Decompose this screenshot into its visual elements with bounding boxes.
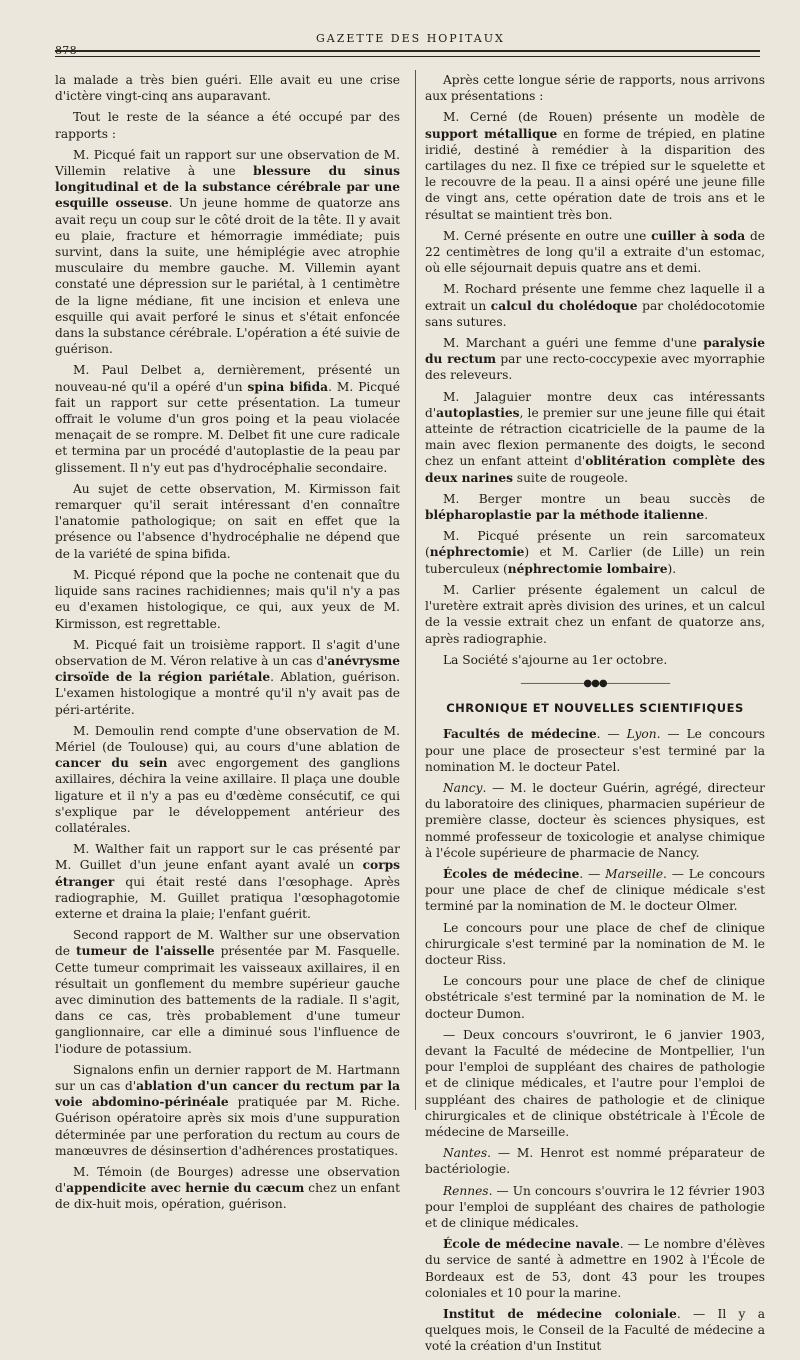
text-run: , le premier sur une jeune fille qui était atteinte de rétraction cicatricielle de la paume de la main avec flexion permanente des doigts, le second chez un enfant atteint d' [425,405,765,469]
text-run: . M. Picqué fait un rapport sur cette présentation. La tumeur offrait le volume d'un gros poing et la peau violacée menaçait de se rompre. M. Delbet fit une cure radicale et termina par un procédé d'autoplastie de la peau par glissement. Il n'y eut pas d'hydrocéphalie secondaire. [55,379,400,475]
text-run: . [704,508,709,523]
bold-term: corps étranger [55,858,400,889]
bold-term: ablation d'un cancer du rectum par la voie abdomino-périnéale [55,1078,400,1110]
text-run: ) et M. Carlier (de Lille) un rein tuberculeux ( [425,545,765,576]
text-run: Tout le reste de la séance a été occupé par des rapports : [55,110,400,141]
paragraph [425,780,765,861]
bold-term: oblitération complète des deux narines [425,454,765,485]
paragraph [55,841,400,922]
text-run: par cholédocotomie sans sutures. [425,298,765,329]
header-rule [55,50,760,52]
paragraph [55,481,400,562]
text-run: M. Walther fait un rapport sur le cas présenté par M. Guillet d'un jeune enfant ayant avalé un [55,842,400,873]
text-run: . — M. Henrot est nommé préparateur de bactériologie. [425,1146,765,1177]
text-run: . — [579,866,606,881]
paragraph [425,652,765,668]
text-run: M. Picqué présente un rein sarcomateux ( [425,529,765,560]
paragraph [425,1145,765,1177]
bold-term: tumeur de l'aisselle [75,944,215,959]
text-run: par une recto-coccypexie avec myorraphie des releveurs. [425,352,766,383]
bold-term: blessure du sinus longitudinal et de la substance cérébrale par une esquille osseuse [55,164,400,211]
paragraph [425,866,765,915]
paragraph [425,1183,765,1232]
paragraph [55,72,400,104]
bold-term: Facultés de médecine [443,727,597,742]
right-column [425,72,765,1360]
text-run: M. Paul Delbet a, dernièrement, présenté un nouveau-né qu'il a opéré d'un [55,363,400,394]
paragraph [425,1027,765,1140]
text-run: . — Le nombre d'élèves du service de santé à admettre en 1902 à l'École de Bordeaux est de 53, dont 43 pour les troupes coloniales et 10 pour la marine. [425,1237,765,1300]
paragraph [55,1062,400,1159]
paragraph [55,362,400,475]
text-run: qui était resté dans l'œsophage. Après radiographie, M. Guillet pratiqua l'œsophagotomie externe et draina la plaie; l'enfant guérit. [55,874,400,921]
text-run: M. Rochard présente une femme chez laquelle il a extrait un [425,282,765,313]
bold-term: cuiller à soda [651,228,746,243]
text-run: M. Picqué fait un troisième rapport. Il s'agit d'une observation de M. Véron relative à un cas d' [55,637,400,668]
text-run: M. Jalaguier montre deux cas intéressants d' [425,389,765,420]
paragraph [425,528,765,577]
paragraph [55,723,400,836]
paragraph [425,726,765,775]
paragraph [425,72,765,104]
paragraph [55,147,400,358]
text-run: Signalons enfin un dernier rapport de M. Hartmann sur un cas d' [55,1062,400,1093]
header-rule-thin [55,56,760,57]
bold-term: appendicite avec hernie du cæcum [66,1181,305,1196]
text-run: . — [596,727,627,742]
paragraph [55,1164,400,1213]
section-title: CHRONIQUE ET NOUVELLES SCIENTIFIQUES [446,701,744,716]
text-run: M. Berger montre un beau succès de [443,491,765,506]
paragraph [425,973,765,1022]
paragraph [55,567,400,632]
text-run: La Société s'ajourne au 1er octobre. [443,652,668,667]
text-run: chez un enfant de dix-huit mois, opération, guérison. [55,1181,400,1212]
text-run: suite de rougeole. [512,470,629,485]
text-run: de 22 centimètres de long qu'il a extraite d'un estomac, où elle séjournait depuis quatre ans et demi. [425,228,765,276]
paragraph [425,582,765,647]
text-run: Second rapport de M. Walther sur une observation de [55,928,400,959]
text-run: . — Il y a quelques mois, le Conseil de la Faculté de médecine a voté la création d'un Institut [425,1307,766,1354]
place-name: Rennes [443,1183,489,1198]
text-run: — Deux concours s'ouvriront, le 6 janvier 1903, devant la Faculté de médecine de Montpellier, l'un pour l'emploi de suppléant des chaires de pathologie et de clinique médicales, et l'autre pour l'emploi de suppléant des chaires de pathologie et de clinique chirurgicales et de clinique obstétricale à l'École de médecine de Marseille. [425,1027,765,1139]
text-run: . Ablation, guérison. L'examen histologique a montré qu'il n'y avait pas de péri-artérite. [55,670,400,717]
bold-term: néphrectomie [429,545,525,560]
paragraph [425,1306,765,1355]
paragraph [425,1236,765,1301]
paragraph [425,335,765,384]
paragraph [425,109,765,222]
text-run: M. Témoin (de Bourges) adresse une observation d' [55,1165,400,1196]
page-number: 878 [55,44,77,57]
bold-term: École de médecine navale [443,1237,620,1252]
bold-term: spina bifida [247,379,329,394]
bold-term: blépharoplastie par la méthode italienne [425,508,705,523]
paragraph [425,281,765,330]
chronique-items [425,726,765,1354]
text-run: avec engorgement des ganglions axillaires, déchira la veine axillaire. Il plaça une double ligature et il n'y a pas eu d'œdème consécutif, ce qui s'explique par le développement antérieur des collatérales. [55,756,400,835]
text-run: M. Carlier présente également un calcul de l'uretère extrait après division des urines, et un calcul de la vessie extrait chez un enfant de quatorze ans, après radiographie. [425,582,765,646]
bold-term: Écoles de médecine [443,866,580,881]
text-run: Au sujet de cette observation, M. Kirmisson fait remarquer qu'il serait intéressant d'en connaître l'anatomie pathologique; on sait en effet que la présence ou l'absence d'hydrocéphalie ne dépend que de la variété de spina bifida. [55,481,400,561]
bold-term: autoplasties [436,405,520,420]
text-run: Le concours pour une place de chef de clinique chirurgicale s'est terminé par la nomination de M. le docteur Riss. [425,920,765,967]
column-divider [415,70,416,1110]
text-run: en forme de trépied, en platine iridié, destiné à remédier à la disparition des cartilages du nez. Il fixe ce trépied sur le squelette et le recouvre de la peau. Il a ainsi opéré une jeune fille de vingt ans, cette opération date de trois ans et le résultat se maintient très bon. [425,126,765,222]
place-name: Nantes [443,1146,488,1161]
paragraph [425,920,765,969]
place-name: Nancy [443,780,483,795]
text-run: . — M. le docteur Guérin, agrégé, directeur du laboratoire des cliniques, pharmacien supérieur de première classe, docteur ès sciences physiques, est nommé professeur de toxicologie et analyse chimique à l'école supérieure de pharmacie de Nancy. [425,780,765,860]
text-run: ). [667,561,677,576]
bold-term: paralysie du rectum [425,336,765,367]
text-run: présentée par M. Fasquelle. Cette tumeur comprimait les vaisseaux axillaires, il en résultait un gonflement du membre supérieur gauche avec diminution des battements de la radiale. Il s'agit, dans ce cas, très probablement d'une tumeur ganglionnaire, car elle a diminué sous l'influence de l'iodure de potassium. [55,944,400,1056]
text-run: M. Marchant a guéri une femme d'une [443,336,704,351]
text-run: M. Picqué fait un rapport sur une observation de M. Villemin relative à une [55,147,400,179]
bold-term: anévrysme cirsoïde de la région pariétale [55,653,401,685]
bold-term: calcul du cholédoque [490,298,638,313]
place-name: Lyon [626,727,657,742]
section-separator: ———————●●●——————— [520,677,670,689]
text-run: . — Un concours s'ouvrira le 12 février 1903 pour l'emploi de suppléant des chaires de pathologie et de clinique médicales. [425,1183,765,1230]
left-column [55,72,400,1218]
paragraph [425,389,765,486]
text-run: . — Le concours pour une place de chef de clinique médicale s'est terminé par la nomination de M. le docteur Olmer. [425,866,766,914]
running-header: GAZETTE DES HOPITAUX [316,32,505,45]
bold-term: néphrectomie lombaire [507,561,668,576]
text-run: . Un jeune homme de quatorze ans avait reçu un coup sur le côté droit de la tête. Il y avait eu plaie, fracture et hémorragie immédiate; puis survint, dans la suite, une hémiplégie avec atrophie musculaire du membre gauche. M. Villemin ayant constaté une dépression sur le pariétal, à 1 centimètre de la ligne médiane, fit une incision et enleva une esquille qui avait perforé le sinus et s'était enfoncée dans la substance cérébrale. L'opération a été suivie de guérison. [55,196,400,357]
paragraph [425,228,765,277]
paragraph [55,927,400,1057]
text-run: M. Cerné présente en outre une [443,228,652,243]
text-run: Après cette longue série de rapports, nous arrivons aux présentations : [425,73,765,104]
paragraph [55,109,400,141]
bold-term: cancer du sein [55,756,168,771]
text-run: pratiquée par M. Riche. Guérison opératoire après six mois d'une suppuration déterminée par une perforation du rectum au cours de manœuvres de désinsertion d'adhérences prostatiques. [55,1095,400,1158]
text-run: la malade a très bien guéri. Elle avait eu une crise d'ictère vingt-cinq ans auparavant. [55,73,400,104]
bold-term: support métallique [425,126,558,141]
paragraph [425,491,765,523]
place-name: Marseille [605,866,664,881]
right-paragraphs [425,72,765,668]
paragraph [55,637,400,718]
text-run: . — Le concours pour une place de prosecteur s'est terminé par la nomination M. le docteur Patel. [425,727,765,774]
text-run: M. Cerné (de Rouen) présente un modèle de [443,110,765,125]
text-run: M. Picqué répond que la poche ne contenait que du liquide sans racines rachidiennes; mais qu'il n'y a pas eu d'examen histologique, ce qui, aux yeux de M. Kirmisson, est regrettable. [55,567,400,631]
text-run: M. Demoulin rend compte d'une observation de M. Mériel (de Toulouse) qui, au cours d'une ablation de [55,723,400,754]
text-run: Le concours pour une place de chef de clinique obstétricale s'est terminé par la nomination de M. le docteur Dumon. [425,974,765,1021]
bold-term: Institut de médecine coloniale [443,1307,677,1322]
